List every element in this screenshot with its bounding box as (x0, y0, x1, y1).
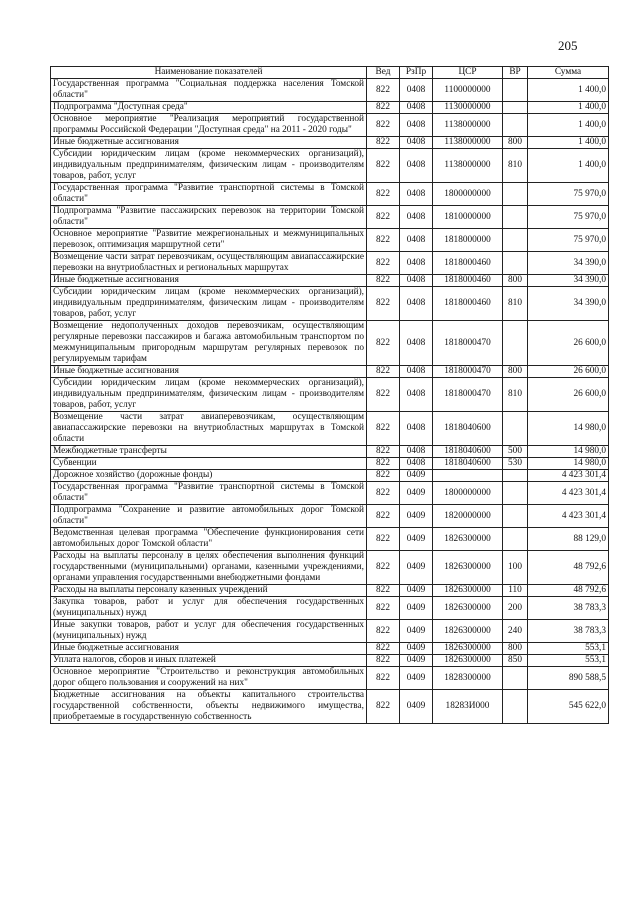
row-rzpr: 0409 (400, 643, 433, 655)
row-rzpr: 0408 (400, 412, 433, 446)
row-sum: 48 792,6 (528, 585, 609, 597)
row-sum: 75 970,0 (528, 206, 609, 229)
row-vr (503, 412, 528, 446)
row-vr (503, 206, 528, 229)
row-name: Возмещение части затрат авиаперевозчикам, осуществляющим авиапассажирские перевозки на внутриобластных маршрутах в Томской области (51, 412, 367, 446)
row-csr: 1818000460 (433, 275, 503, 287)
row-ved: 822 (367, 482, 400, 505)
row-csr: 1818000470 (433, 378, 503, 412)
table-row (51, 597, 609, 620)
row-name: Иные бюджетные ассигнования (51, 275, 367, 287)
table-row (51, 366, 609, 378)
table-row (51, 505, 609, 528)
row-vr: 110 (503, 585, 528, 597)
row-ved: 822 (367, 655, 400, 667)
row-name: Субсидии юридическим лицам (кроме некоммерческих организаций), индивидуальным предпринимателям, физическим лицам - производителям товаров, работ, услуг (51, 149, 367, 183)
row-sum: 26 600,0 (528, 366, 609, 378)
row-rzpr: 0408 (400, 206, 433, 229)
row-name: Расходы на выплаты персоналу казенных учреждений (51, 585, 367, 597)
row-sum: 1 400,0 (528, 102, 609, 114)
row-rzpr: 0408 (400, 446, 433, 458)
row-ved: 822 (367, 114, 400, 137)
row-vr: 100 (503, 551, 528, 585)
row-name: Ведомственная целевая программа "Обеспечение функционирования сети автомобильных дорог Томской области" (51, 528, 367, 551)
row-csr: 1818000470 (433, 321, 503, 366)
row-name: Бюджетные ассигнования на объекты капитального строительства государственной собственности, объекты недвижимого имущества, приобретаемые в государственную собственность (51, 690, 367, 724)
table-row (51, 412, 609, 446)
row-vr: 240 (503, 620, 528, 643)
row-rzpr: 0408 (400, 79, 433, 102)
row-ved: 822 (367, 206, 400, 229)
row-ved: 822 (367, 79, 400, 102)
table-row (51, 655, 609, 667)
row-sum: 75 970,0 (528, 183, 609, 206)
table-row (51, 551, 609, 585)
row-name: Государственная программа "Развитие транспортной системы в Томской области" (51, 183, 367, 206)
table-row (51, 585, 609, 597)
table-row (51, 667, 609, 690)
row-sum: 890 588,5 (528, 667, 609, 690)
row-name: Закупка товаров, работ и услуг для обеспечения государственных (муниципальных) нужд (51, 597, 367, 620)
row-sum: 14 980,0 (528, 458, 609, 470)
row-csr: 1826300000 (433, 528, 503, 551)
table-row (51, 470, 609, 482)
table-row (51, 114, 609, 137)
table-row (51, 137, 609, 149)
row-ved: 822 (367, 446, 400, 458)
row-name: Подпрограмма "Развитие пассажирских перевозок на территории Томской области" (51, 206, 367, 229)
row-name: Основное мероприятие "Реализация мероприятий государственной программы Российской Федерации "Доступная среда" на 2011 - 2020 годы" (51, 114, 367, 137)
row-name: Уплата налогов, сборов и иных платежей (51, 655, 367, 667)
row-sum: 26 600,0 (528, 321, 609, 366)
table-row (51, 287, 609, 321)
row-rzpr: 0409 (400, 482, 433, 505)
row-rzpr: 0409 (400, 620, 433, 643)
row-rzpr: 0409 (400, 690, 433, 724)
row-csr (433, 470, 503, 482)
row-rzpr: 0409 (400, 667, 433, 690)
row-csr: 1800000000 (433, 183, 503, 206)
table-row (51, 206, 609, 229)
row-vr: 810 (503, 287, 528, 321)
row-name: Основное мероприятие "Развитие межрегиональных и межмуниципальных перевозок, оптимизация маршрутной сети" (51, 229, 367, 252)
table-row (51, 275, 609, 287)
table-row (51, 690, 609, 724)
row-rzpr: 0409 (400, 585, 433, 597)
row-ved: 822 (367, 183, 400, 206)
row-ved: 822 (367, 667, 400, 690)
row-sum: 1 400,0 (528, 79, 609, 102)
row-sum: 553,1 (528, 655, 609, 667)
row-sum: 34 390,0 (528, 252, 609, 275)
row-csr: 1138000000 (433, 114, 503, 137)
row-vr: 530 (503, 458, 528, 470)
row-csr: 18283И000 (433, 690, 503, 724)
row-ved: 822 (367, 229, 400, 252)
table-row (51, 229, 609, 252)
header-csr: ЦСР (433, 67, 503, 79)
row-name: Подпрограмма "Сохранение и развитие автомобильных дорог Томской области" (51, 505, 367, 528)
row-ved: 822 (367, 321, 400, 366)
row-csr: 1818000000 (433, 229, 503, 252)
row-csr: 1818040600 (433, 458, 503, 470)
row-csr: 1818000460 (433, 287, 503, 321)
row-rzpr: 0408 (400, 321, 433, 366)
row-ved: 822 (367, 287, 400, 321)
row-vr (503, 528, 528, 551)
header-name: Наименование показателей (51, 67, 367, 79)
row-csr: 1828300000 (433, 667, 503, 690)
row-ved: 822 (367, 149, 400, 183)
row-name: Субсидии юридическим лицам (кроме некоммерческих организаций), индивидуальным предпринимателям, физическим лицам - производителям товаров, работ, услуг (51, 378, 367, 412)
row-csr: 1130000000 (433, 102, 503, 114)
row-name: Возмещение части затрат перевозчикам, осуществляющим авиапассажирские перевозки на внутриобластных и региональных маршрутах (51, 252, 367, 275)
row-rzpr: 0408 (400, 114, 433, 137)
row-ved: 822 (367, 252, 400, 275)
row-name: Основное мероприятие "Строительство и реконструкция автомобильных дорог общего пользования и сооружений на них" (51, 667, 367, 690)
row-name: Субсидии юридическим лицам (кроме некоммерческих организаций), индивидуальным предпринимателям, физическим лицам - производителям товаров, работ, услуг (51, 287, 367, 321)
row-csr: 1810000000 (433, 206, 503, 229)
row-sum: 48 792,6 (528, 551, 609, 585)
row-csr: 1820000000 (433, 505, 503, 528)
row-sum: 1 400,0 (528, 114, 609, 137)
row-rzpr: 0409 (400, 470, 433, 482)
row-sum: 4 423 301,4 (528, 470, 609, 482)
row-csr: 1826300000 (433, 597, 503, 620)
row-ved: 822 (367, 528, 400, 551)
row-sum: 88 129,0 (528, 528, 609, 551)
row-sum: 14 980,0 (528, 446, 609, 458)
header-ved: Вед (367, 67, 400, 79)
row-ved: 822 (367, 585, 400, 597)
row-vr (503, 183, 528, 206)
header-rzpr: РзПр (400, 67, 433, 79)
budget-table (50, 66, 609, 724)
row-rzpr: 0409 (400, 597, 433, 620)
row-csr: 1818040600 (433, 446, 503, 458)
row-vr (503, 229, 528, 252)
row-ved: 822 (367, 102, 400, 114)
row-vr: 200 (503, 597, 528, 620)
row-csr: 1138000000 (433, 149, 503, 183)
row-sum: 75 970,0 (528, 229, 609, 252)
table-row (51, 102, 609, 114)
table-row (51, 482, 609, 505)
row-sum: 38 783,3 (528, 597, 609, 620)
table-header-row (51, 67, 609, 79)
row-name: Межбюджетные трансферты (51, 446, 367, 458)
row-sum: 34 390,0 (528, 275, 609, 287)
row-name: Иные бюджетные ассигнования (51, 137, 367, 149)
table-row (51, 458, 609, 470)
row-sum: 1 400,0 (528, 149, 609, 183)
row-vr: 810 (503, 149, 528, 183)
row-rzpr: 0408 (400, 183, 433, 206)
row-csr: 1818040600 (433, 412, 503, 446)
row-rzpr: 0408 (400, 378, 433, 412)
row-rzpr: 0408 (400, 102, 433, 114)
row-ved: 822 (367, 470, 400, 482)
header-vr: ВР (503, 67, 528, 79)
row-ved: 822 (367, 275, 400, 287)
table-row (51, 252, 609, 275)
row-sum: 4 423 301,4 (528, 505, 609, 528)
row-rzpr: 0408 (400, 137, 433, 149)
row-vr (503, 252, 528, 275)
row-vr (503, 482, 528, 505)
row-sum: 26 600,0 (528, 378, 609, 412)
table-row (51, 643, 609, 655)
row-name: Государственная программа "Социальная поддержка населения Томской области" (51, 79, 367, 102)
row-ved: 822 (367, 505, 400, 528)
row-vr (503, 114, 528, 137)
row-vr (503, 667, 528, 690)
table-row (51, 378, 609, 412)
row-vr: 810 (503, 378, 528, 412)
row-rzpr: 0409 (400, 551, 433, 585)
page-number: 205 (558, 38, 578, 53)
row-sum: 545 622,0 (528, 690, 609, 724)
row-csr: 1800000000 (433, 482, 503, 505)
row-name: Иные бюджетные ассигнования (51, 643, 367, 655)
row-ved: 822 (367, 551, 400, 585)
row-sum: 38 783,3 (528, 620, 609, 643)
row-ved: 822 (367, 620, 400, 643)
row-sum: 34 390,0 (528, 287, 609, 321)
row-ved: 822 (367, 366, 400, 378)
table-row (51, 446, 609, 458)
row-name: Дорожное хозяйство (дорожные фонды) (51, 470, 367, 482)
row-vr (503, 505, 528, 528)
row-sum: 14 980,0 (528, 412, 609, 446)
row-vr (503, 79, 528, 102)
row-name: Субвенции (51, 458, 367, 470)
row-ved: 822 (367, 643, 400, 655)
table-row (51, 149, 609, 183)
row-csr: 1138000000 (433, 137, 503, 149)
table-row (51, 79, 609, 102)
row-csr: 1818000470 (433, 366, 503, 378)
table-row (51, 528, 609, 551)
row-ved: 822 (367, 412, 400, 446)
row-rzpr: 0408 (400, 458, 433, 470)
row-sum: 553,1 (528, 643, 609, 655)
row-vr: 800 (503, 137, 528, 149)
row-vr: 850 (503, 655, 528, 667)
row-ved: 822 (367, 137, 400, 149)
row-csr: 1826300000 (433, 620, 503, 643)
row-ved: 822 (367, 690, 400, 724)
row-name: Подпрограмма "Доступная среда" (51, 102, 367, 114)
row-rzpr: 0408 (400, 229, 433, 252)
row-name: Государственная программа "Развитие транспортной системы в Томской области" (51, 482, 367, 505)
row-rzpr: 0409 (400, 505, 433, 528)
row-vr: 800 (503, 366, 528, 378)
row-vr (503, 321, 528, 366)
row-name: Иные закупки товаров, работ и услуг для обеспечения государственных (муниципальных) нужд (51, 620, 367, 643)
row-vr (503, 690, 528, 724)
row-rzpr: 0408 (400, 287, 433, 321)
table-row (51, 321, 609, 366)
row-csr: 1826300000 (433, 643, 503, 655)
row-vr: 500 (503, 446, 528, 458)
row-csr: 1818000460 (433, 252, 503, 275)
row-csr: 1826300000 (433, 585, 503, 597)
row-csr: 1100000000 (433, 79, 503, 102)
row-vr (503, 102, 528, 114)
row-ved: 822 (367, 458, 400, 470)
row-name: Иные бюджетные ассигнования (51, 366, 367, 378)
row-rzpr: 0409 (400, 528, 433, 551)
row-ved: 822 (367, 378, 400, 412)
table-row (51, 620, 609, 643)
row-name: Расходы на выплаты персоналу в целях обеспечения выполнения функций государственными (муниципальными) органами, казенными учреждениями, органами управления государственными внебюджетными фондами (51, 551, 367, 585)
row-rzpr: 0408 (400, 252, 433, 275)
row-vr (503, 470, 528, 482)
row-rzpr: 0408 (400, 366, 433, 378)
row-csr: 1826300000 (433, 655, 503, 667)
row-name: Возмещение недополученных доходов перевозчикам, осуществляющим регулярные перевозки пассажиров и багажа автомобильным транспортом по межмуниципальным пригородным маршрутам регулярных перевозок по регулируемым тарифам (51, 321, 367, 366)
row-rzpr: 0409 (400, 655, 433, 667)
table-row (51, 183, 609, 206)
row-csr: 1826300000 (433, 551, 503, 585)
row-ved: 822 (367, 597, 400, 620)
row-rzpr: 0408 (400, 149, 433, 183)
row-vr: 800 (503, 275, 528, 287)
row-vr: 800 (503, 643, 528, 655)
row-sum: 4 423 301,4 (528, 482, 609, 505)
header-sum: Сумма (528, 67, 609, 79)
row-rzpr: 0408 (400, 275, 433, 287)
row-sum: 1 400,0 (528, 137, 609, 149)
